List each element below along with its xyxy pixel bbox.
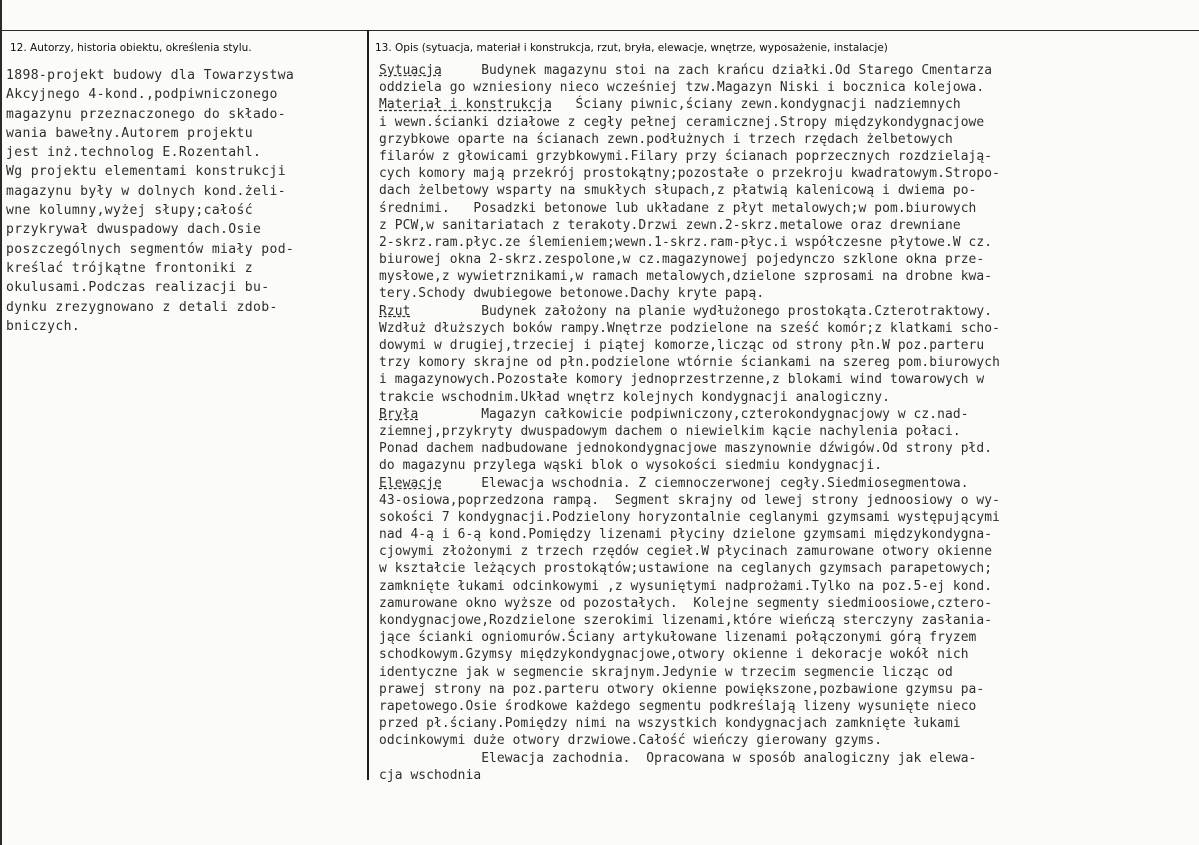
description-text-run: oddziela go wzniesiony nieco wcześniej tzw.Magazyn Niski i bocznica kolejowa.: [379, 80, 985, 96]
description-text-run: Elewacja zachodnia. Opracowana w sposób analogiczny jak elewa-: [379, 750, 977, 766]
description-line: [379, 337, 1000, 354]
description-text-run: sokości 7 kondygnacji.Podzielony horyzontalnie ceglanymi gzymsami występującymi: [379, 509, 1001, 525]
history-line: bniczych.: [6, 318, 81, 334]
column-divider: [367, 30, 369, 780]
description-line: [379, 371, 1000, 388]
description-text-run: identyczne jak w segmencie skrajnym.Jedynie w trzecim segmencie licząc od: [379, 664, 953, 680]
description-text-run: biurowej okna 2-skrz.zespolone,w cz.magazynowej pojedynczo szklone okna prze-: [379, 252, 985, 268]
description-text-run: i magazynowych.Pozostałe komory jednoprzestrzenne,z blokami wind towarowych w: [379, 372, 985, 388]
description-text-run: zamknięte łukami odcinkowymi ,z wysuniętymi nadprożami.Tylko na poz.5-ej kond.: [379, 578, 993, 594]
description-line: [379, 148, 1000, 165]
description-text-run: odcinkowymi duże otwory drzwiowe.Całość wieńczy gierowany gzyms.: [379, 733, 883, 749]
description-line: [379, 440, 1000, 457]
description-line: [379, 646, 1000, 663]
description-line: [379, 217, 1000, 234]
history-line: przykrywał dwuspadowy dach.Osie: [6, 222, 262, 238]
description-text-run: z PCW,w sanitariatach z terakoty.Drzwi zewn.2-skrz.metalowe oraz drewniane: [379, 217, 961, 233]
description-line: [379, 389, 1000, 406]
description-text-run: przed pł.ściany.Pomiędzy nimi na wszystkich kondygnacjach zamknięte łukami: [379, 716, 961, 732]
description-line: [379, 578, 1000, 595]
description-text-run: dowymi w drugiej,trzeciej i piątej komorze,licząc od strony płn.W poz.parteru: [379, 338, 985, 353]
history-line: okulusami.Podczas realizacji bu-: [6, 280, 270, 296]
description-text-run: schodkowym.Gzymsy międzykondygnacjowe,otwory okienne i dekoracje wokół nich: [379, 647, 969, 663]
description-line: [379, 79, 1000, 96]
description-line: [379, 715, 1000, 732]
description-text-run: kondygnacjowe,Rozdzielone szerokimi lizenami,które wieńczą sterczyny zasłania-: [379, 613, 993, 628]
description-text-run: rapetowego.Osie środkowe każdego segmentu podkreślają lizeny wysunięte nieco: [379, 698, 977, 714]
description-text-run: i wewn.ścianki działowe z cegły pełnej ceramicznej.Stropy międzykondygnacjowe: [379, 114, 985, 130]
description-text-run: prawej strony na poz.parteru otwory okienne powiększone,pozbawione gzymsu pa-: [379, 681, 985, 697]
history-line: jest inż.technolog E.Rozentahl.: [6, 145, 262, 161]
description-line: [379, 182, 1000, 199]
description-text-run: jące ścianki ogniomurów.Ściany artykułowane lizenami połączonymi górą fryzem: [379, 630, 977, 646]
description-line: [379, 423, 1000, 440]
description-line: [379, 767, 1000, 784]
description-line: [379, 543, 1000, 560]
description-line: [379, 732, 1000, 749]
description-line: [379, 560, 1000, 577]
description-text-run: ziemnej,przykryty dwuspadowym dachem o niewielkim kącie nachylenia połaci.: [379, 423, 961, 439]
description-line: [379, 406, 1000, 423]
history-line: wania bawełny.Autorem projektu: [6, 125, 253, 141]
description-line: [379, 681, 1000, 698]
description-line: [379, 629, 1000, 646]
description-text-run: trakcie wschodnim.Układ wnętrz kolejnych kondygnacji analogiczny.: [379, 389, 890, 405]
description-line: [379, 200, 1000, 217]
section-heading: Elewacje: [379, 475, 442, 491]
description-line: [379, 612, 1000, 629]
description-text-run: 2-skrz.ram.płyc.ze ślemieniem;wewn.1-skrz.ram-płyc.i współczesne płytowe.W cz.: [379, 234, 993, 250]
history-line: magazynu były w dolnych kond.żeli-: [6, 183, 286, 199]
history-text: [6, 66, 294, 336]
description-line: [379, 234, 1000, 251]
description-text-run: cych komory mają przekrój prostokątny;pozostałe o przekroju kwadratowym.Stropo-: [379, 166, 1001, 182]
description-text-run: Ściany piwnic,ściany zewn.kondygnacji nadziemnych: [551, 97, 961, 113]
left-border: [0, 0, 2, 845]
description-line: [379, 131, 1000, 148]
description-line: [379, 320, 1000, 337]
description-text-run: mysłowe,z wywietrznikami,w ramach metalowych,dzielone szprosami na drobne kwa-: [379, 269, 993, 285]
description-text-run: cja wschodnia: [379, 767, 482, 783]
description-line: [379, 165, 1000, 182]
description-text-run: Elewacja wschodnia. Z ciemnoczerwonej cegły.Siedmiosegmentowa.: [441, 475, 969, 491]
description-text-run: 43-osiowa,poprzedzona rampą. Segment skrajny od lewej strony jednoosiowy o wy-: [379, 492, 1001, 508]
description-text-run: nad 4-ą i 6-ą kond.Pomiędzy lizenami płyciny dzielone gzymsami międzykondygna-: [379, 527, 993, 543]
section-heading: Bryła: [379, 406, 419, 422]
description-line: [379, 96, 1000, 113]
description-text-run: Ponad dachem nadbudowane jednokondygnacjowe maszynownie dźwigów.Od strony płd.: [379, 441, 993, 457]
description-line: [379, 285, 1000, 302]
section-12-header: 12. Autorzy, historia obiektu, określenia stylu.: [10, 42, 252, 54]
description-line: [379, 750, 1000, 767]
description-line: [379, 664, 1000, 681]
description-text-run: cjowymi złożonymi z trzech rzędów cegieł.W płycinach zamurowane otwory okienne: [379, 544, 993, 560]
history-line: magazynu przeznaczonego do składo-: [6, 106, 286, 122]
description-line: [379, 698, 1000, 715]
description-line: [379, 492, 1000, 509]
description-line: [379, 526, 1000, 543]
description-line: [379, 509, 1000, 526]
description-text-run: Wzdłuż dłuższych boków rampy.Wnętrze podzielone na sześć komór;z klatkami scho-: [379, 320, 1001, 336]
description-text-run: średnimi. Posadzki betonowe lub układane z płyt metalowych;w pom.biurowych: [379, 200, 977, 216]
description-line: [379, 475, 1000, 492]
description-text-run: dach żelbetowy wsparty na smukłych słupach,z płatwią kalenicową i dwiema po-: [379, 183, 977, 199]
section-13-header: 13. Opis (sytuacja, materiał i konstrukcja, rzut, bryła, elewacje, wnętrze, wyposażenie, instalacje): [375, 42, 888, 54]
section-heading: Materiał i konstrukcja: [379, 97, 552, 113]
description-line: [379, 268, 1000, 285]
description-text-run: grzybkowe oparte na ścianach zewn.podłużnych i trzech rzędach żelbetowych: [379, 131, 953, 147]
description-line: [379, 114, 1000, 131]
description-line: [379, 62, 1000, 79]
description-text-run: Budynek magazynu stoi na zach krańcu działki.Od Starego Cmentarza: [441, 63, 993, 78]
history-line: wne kolumny,wyżej słupy;całość: [6, 203, 253, 219]
description-line: [379, 303, 1000, 320]
description-text-run: Magazyn całkowicie podpiwniczony,czterokondygnacjowy w cz.nad-: [418, 406, 969, 422]
header-rule: [0, 30, 1199, 31]
description-text-run: zamurowane okno wyższe od pozostałych. Kolejne segmenty siedmioosiowe,cztero-: [379, 595, 993, 611]
history-line: Wg projektu elementami konstrukcji: [6, 164, 286, 180]
description-text-run: filarów z głowicami grzybkowymi.Filary przy ścianach poprzecznych rozdzielają-: [379, 148, 993, 164]
history-line: kreślać trójkątne frontoniki z: [6, 260, 253, 276]
section-heading: Rzut: [379, 303, 411, 319]
section-heading: Sytuacja: [379, 63, 442, 78]
description-text: [379, 62, 1000, 784]
description-text-run: trzy komory skrajne od płn.podzielone wtórnie ściankami na szereg pom.biurowych: [379, 355, 1001, 371]
description-text-run: tery.Schody dwubiegowe betonowe.Dachy kryte papą.: [379, 286, 765, 302]
description-line: [379, 595, 1000, 612]
history-line: dynku zrezygnowano z detali zdob-: [6, 299, 278, 315]
description-line: [379, 354, 1000, 371]
history-line: 1898-projekt budowy dla Towarzystwa: [6, 68, 295, 83]
description-text-run: Budynek założony na planie wydłużonego prostokąta.Czterotraktowy.: [410, 303, 993, 319]
history-line: Akcyjnego 4-kond.,podpiwniczonego: [6, 87, 278, 103]
description-line: [379, 251, 1000, 268]
description-text-run: w kształcie leżących prostokątów;ustawione na ceglanych gzymsach parapetowych;: [379, 561, 993, 577]
description-line: [379, 457, 1000, 474]
description-text-run: do magazynu przylega wąski blok o wysokości siedmiu kondygnacji.: [379, 458, 883, 474]
history-line: poszczególnych segmentów miały pod-: [6, 241, 295, 257]
